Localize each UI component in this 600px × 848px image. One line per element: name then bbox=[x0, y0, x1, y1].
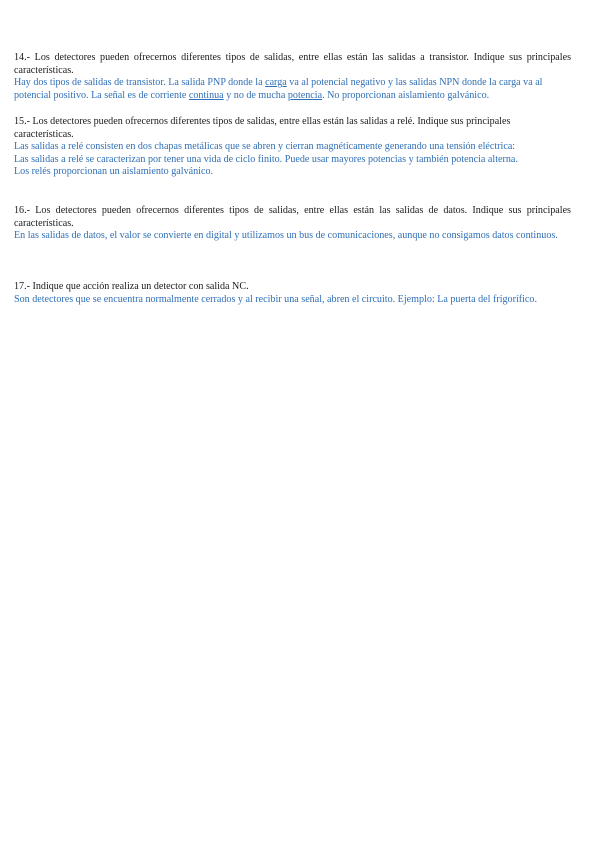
answer-15-line-1: Las salidas a relé consisten en dos chapas metálicas que se abren y cierran magnéticamente generando una tensión eléctrica: bbox=[14, 141, 516, 152]
answer-14-link-carga[interactable]: carga bbox=[265, 77, 287, 88]
answer-14-link-potencia[interactable]: potencia bbox=[287, 89, 323, 101]
answer-14-text bbox=[14, 77, 571, 102]
question-16-text: 16.- Los detectores pueden ofrecernos diferentes tipos de salidas, entre ellas están las salidas de datos. Indique sus principales características. bbox=[14, 205, 571, 229]
question-block-14 bbox=[14, 52, 571, 102]
question-17-text: 17.- Indique que acción realiza un detector con salida NC. bbox=[14, 281, 249, 292]
answer-14-part-3: y no de mucha bbox=[223, 89, 288, 101]
answer-14-part-1: Hay dos tipos de salidas de transistor. La salida PNP donde la bbox=[14, 77, 266, 88]
question-block-16 bbox=[14, 205, 571, 243]
question-15-text: 15.- Los detectores pueden ofrecernos diferentes tipos de salidas, entre ellas están las salidas a relé. Indique sus principales características. bbox=[14, 116, 511, 140]
question-block-15 bbox=[14, 116, 571, 179]
answer-15-line-3: Los relés proporcionan un aislamiento galvánico. bbox=[14, 166, 214, 177]
answer-14-part-4: . No proporcionan aislamiento galvánico. bbox=[322, 89, 490, 101]
question-block-17 bbox=[14, 281, 571, 306]
answer-14-part-2: va al potencial negativo y las salidas NPN donde la carga va al potencial positivo. La señal es de corriente bbox=[14, 77, 543, 101]
question-14-text: 14.- Los detectores pueden ofrecernos diferentes tipos de salidas, entre ellas están las salidas a transistor. Indique sus principales características. bbox=[14, 52, 571, 76]
answer-17-text: Son detectores que se encuentra normalmente cerrados y al recibir una señal, abren el circuito. Ejemplo: La puerta del frigorífico. bbox=[14, 293, 537, 305]
answer-16-text: En las salidas de datos, el valor se convierte en digital y utilizamos un bus de comunicaciones, aunque no consigamos datos continuos. bbox=[14, 230, 558, 241]
answer-15-line-2: Las salidas a relé se caracterizan por tener una vida de ciclo finito. Puede usar mayores potencias y también potencia alterna. bbox=[14, 153, 518, 165]
answer-14-link-continua[interactable]: continua bbox=[188, 89, 224, 101]
